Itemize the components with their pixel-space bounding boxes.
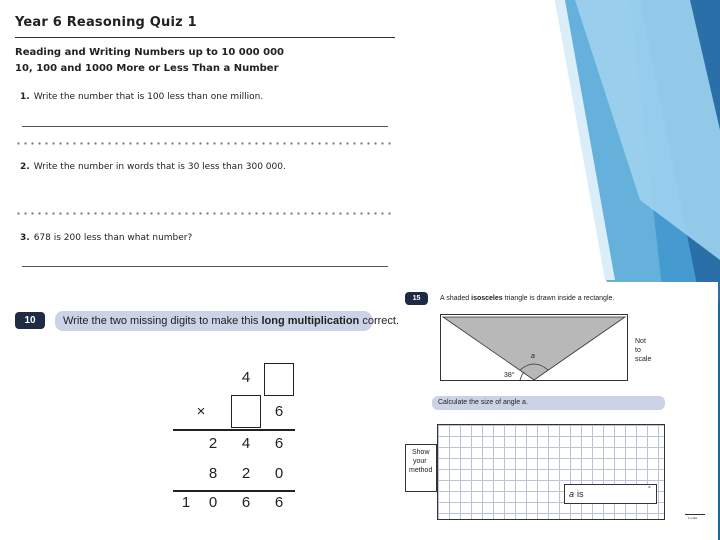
geometry-question xyxy=(400,282,718,540)
show-method-1: Show xyxy=(412,449,430,456)
instr-bold-long: long xyxy=(261,315,285,327)
digit-r3-2: 2 xyxy=(208,435,218,452)
missing-digit-box-2[interactable] xyxy=(231,395,261,428)
answer-box[interactable] xyxy=(564,484,657,504)
question-15-badge: 15 xyxy=(405,292,428,305)
degree-symbol: ° xyxy=(648,486,651,493)
question-1-number: 1. xyxy=(20,92,30,102)
digit-r5-6a: 6 xyxy=(241,494,251,511)
question-1-text: Write the number that is 100 less than one million. xyxy=(33,92,264,102)
digit-r4-2: 2 xyxy=(241,465,251,482)
quiz-subtitle-2: 10, 100 and 1000 More or Less Than a Number xyxy=(15,63,279,74)
rectangle-triangle-diagram xyxy=(440,314,628,384)
digit-r5-0: 0 xyxy=(208,494,218,511)
question-10-badge: 10 xyxy=(15,312,45,329)
not-to-scale-1: Not xyxy=(635,338,646,345)
digit-r4-8: 8 xyxy=(208,465,218,482)
working-grid[interactable] xyxy=(437,424,665,520)
question-2-text: Write the number in words that is 30 less than 300 000. xyxy=(33,162,286,172)
geo-prompt-pre: A shaded xyxy=(440,295,472,302)
question-1 xyxy=(20,92,263,102)
dotted-separator-1 xyxy=(15,142,395,145)
show-method-box xyxy=(405,444,437,492)
question-3 xyxy=(20,233,192,243)
multiplication-question xyxy=(0,285,400,540)
quiz-title: Year 6 Reasoning Quiz 1 xyxy=(15,15,197,30)
multiplication-line-1 xyxy=(173,429,295,431)
digit-r5-6b: 6 xyxy=(274,494,284,511)
answer-prefix-a: a xyxy=(569,489,575,499)
answer-line-1[interactable] xyxy=(22,126,388,127)
answer-is: is xyxy=(577,489,584,499)
question-2 xyxy=(20,162,286,172)
geometry-prompt xyxy=(440,295,614,302)
geometry-instruction: Calculate the size of angle a. xyxy=(438,399,528,406)
digit-r4-0: 0 xyxy=(274,465,284,482)
instr-pre: Write the two missing digits to make this xyxy=(63,315,262,327)
answer-line-3[interactable] xyxy=(22,266,388,267)
instr-post: correct. xyxy=(359,315,399,327)
digit-r3-6: 6 xyxy=(274,435,284,452)
mark-label: 1 mark xyxy=(688,516,698,520)
multiplication-line-2 xyxy=(173,490,295,492)
times-sign: × xyxy=(196,403,206,420)
quiz-subtitle-1: Reading and Writing Numbers up to 10 000 000 xyxy=(15,47,284,58)
digit-r1-4: 4 xyxy=(241,369,251,386)
geo-prompt-post: triangle is drawn inside a rectangle. xyxy=(502,295,615,302)
missing-digit-box-1[interactable] xyxy=(264,363,294,396)
geo-prompt-bold: isosceles xyxy=(471,295,503,302)
digit-r5-1: 1 xyxy=(181,494,191,511)
quiz-worksheet xyxy=(0,0,400,285)
digit-r3-4: 4 xyxy=(241,435,251,452)
not-to-scale-2: to xyxy=(635,347,641,354)
mark-line xyxy=(685,514,705,515)
angle-label-38: 38° xyxy=(504,372,515,379)
question-3-number: 3. xyxy=(20,233,30,243)
question-3-text: 678 is 200 less than what number? xyxy=(33,233,193,243)
dotted-separator-2 xyxy=(15,212,395,215)
geometry-instruction-bar xyxy=(432,396,665,410)
title-rule xyxy=(15,37,395,38)
show-method-3: method xyxy=(409,467,433,474)
angle-label-a: a xyxy=(531,353,535,360)
show-method-2: your xyxy=(413,458,427,465)
not-to-scale-3: scale xyxy=(635,356,652,363)
question-2-number: 2. xyxy=(20,162,30,172)
multiplication-instruction xyxy=(55,311,399,331)
digit-r2-6: 6 xyxy=(274,403,284,420)
instr-bold-multiplication: multiplication xyxy=(287,315,360,327)
